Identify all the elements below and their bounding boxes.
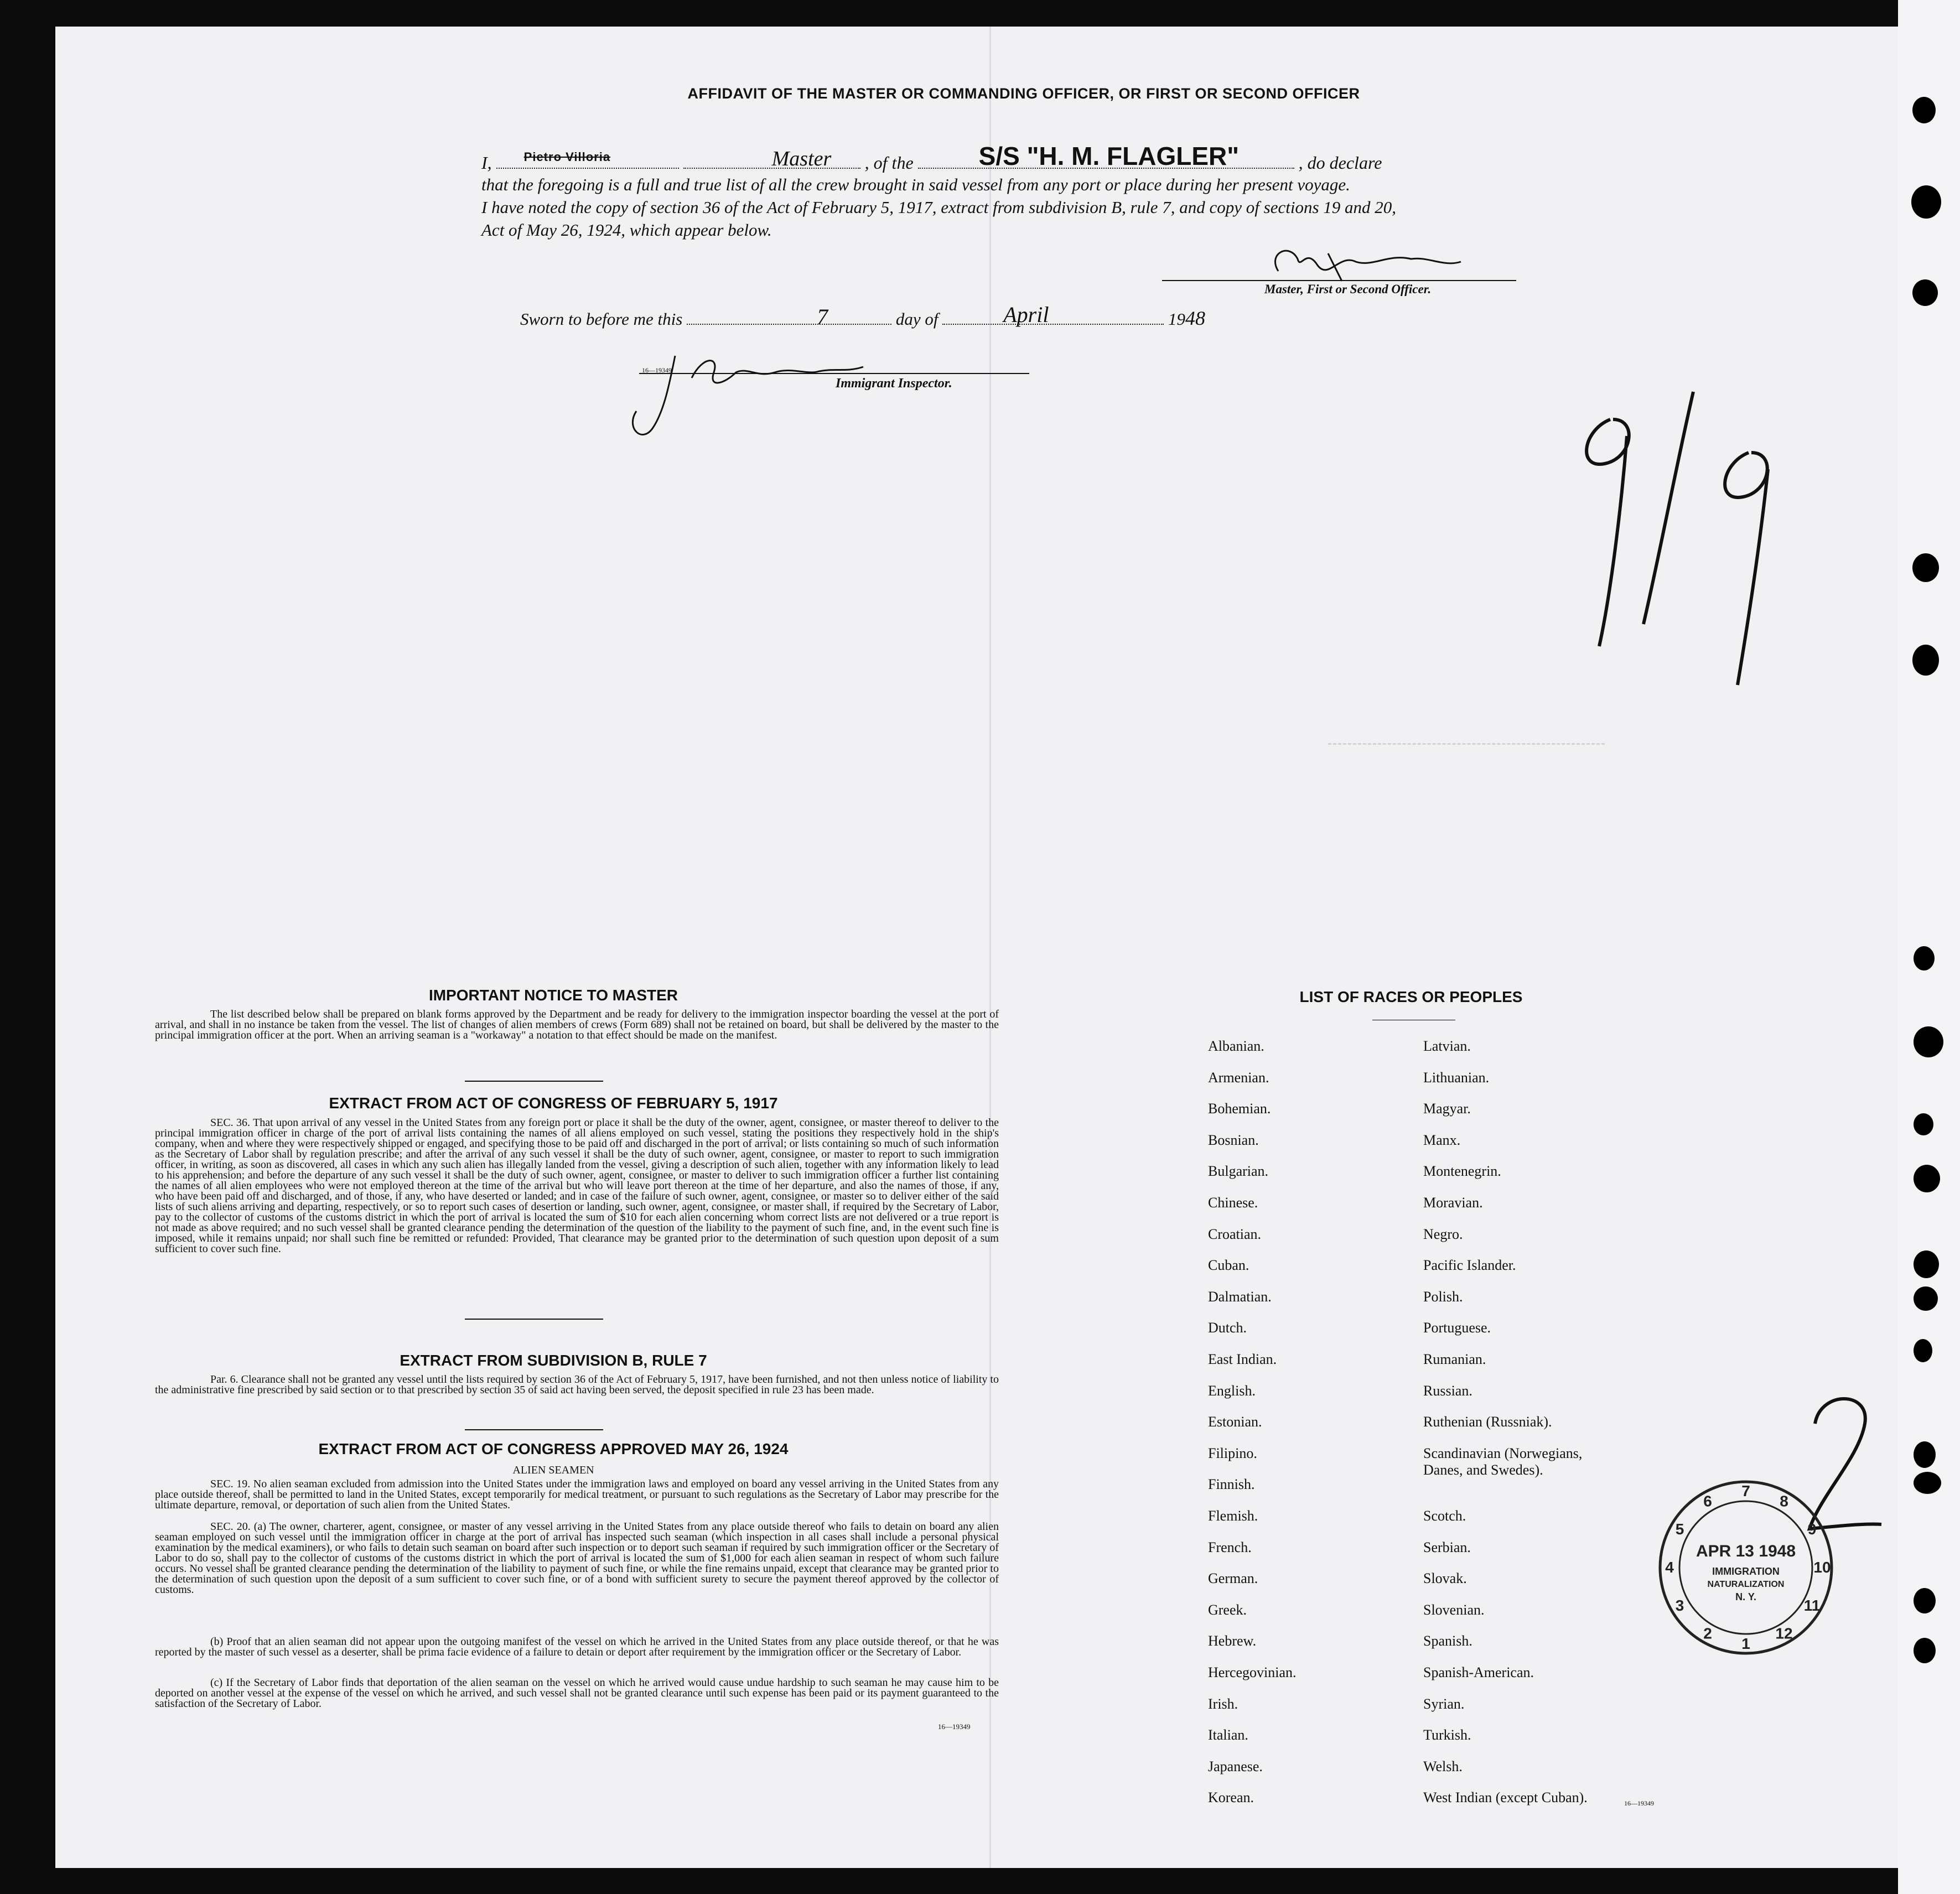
affidavit-line1	[481, 142, 1382, 173]
divider-1	[465, 1081, 603, 1082]
race-item: Flemish.	[1208, 1508, 1258, 1524]
race-item: Lithuanian.	[1423, 1069, 1490, 1086]
race-item: French.	[1208, 1539, 1252, 1555]
stamp-hour-number: 11	[1803, 1597, 1821, 1614]
race-item: Albanian.	[1208, 1038, 1264, 1054]
divider-2	[465, 1319, 603, 1320]
race-item: Italian.	[1208, 1727, 1248, 1743]
punch-hole	[1914, 1588, 1936, 1613]
stamp-hour-number: 4	[1665, 1559, 1674, 1576]
punch-hole	[1914, 1113, 1933, 1135]
sec19-text: SEC. 19. No alien seaman excluded from admission into the United States under the immigration laws and employed on board any vessel arriving in the United States from any place outside thereof, shall be permitted to land in the United States, except temporarily for medical treatment, or pursuant to such regulations as the Secretary of Labor may prescribe for the ultimate departure, removal, or deportation of such alien from the United States.	[155, 1478, 999, 1511]
sworn-label: Sworn to before me this	[520, 309, 683, 329]
punch-hole	[1914, 1250, 1939, 1278]
punch-hole	[1914, 1165, 1940, 1192]
stamp-hour-number: 3	[1675, 1597, 1684, 1614]
race-item: Manx.	[1423, 1132, 1461, 1148]
role-field	[683, 147, 860, 170]
punch-hole	[1914, 1638, 1936, 1663]
sec20b-text: (b) Proof that an alien seaman did not appear upon the outgoing manifest of the vessel on which he arrived in the United States from any place outside thereof, or that he was reported by the master of such vessel as a deserter, shall be prima facie evidence of a failure to detain or deport after requirement by the immigration officer or the Secretary of Labor.	[155, 1636, 999, 1658]
punch-hole	[1914, 1286, 1938, 1311]
sworn-day-field	[687, 304, 891, 329]
affidavit-line2: that the foregoing is a full and true list of all the crew brought in said vessel from any port or place during her present voyage.	[481, 175, 1350, 194]
race-item: English.	[1208, 1382, 1256, 1399]
race-item: Dutch.	[1208, 1320, 1247, 1336]
divider-3	[465, 1429, 603, 1430]
race-item: Pacific Islander.	[1423, 1257, 1516, 1274]
races-form-number: 16—19349	[1624, 1799, 1654, 1807]
race-item: Negro.	[1423, 1226, 1463, 1242]
race-item: Serbian.	[1423, 1539, 1471, 1555]
races-title: LIST OF RACES OR PEOPLES	[1299, 988, 1523, 1005]
race-item: Portuguese.	[1423, 1320, 1491, 1336]
notice-title: IMPORTANT NOTICE TO MASTER	[428, 987, 678, 1004]
race-item: Polish.	[1423, 1288, 1463, 1305]
master-signature-line	[1162, 280, 1516, 281]
sworn-month-value: April	[1003, 302, 1049, 327]
do-declare-label: , do declare	[1298, 153, 1382, 173]
race-item: Irish.	[1208, 1695, 1238, 1712]
race-item: Armenian.	[1208, 1069, 1269, 1086]
sworn-month-field	[942, 302, 1164, 327]
race-item: Moravian.	[1423, 1195, 1483, 1211]
race-item: Ruthenian (Russniak).	[1423, 1414, 1552, 1430]
race-item: Bulgarian.	[1208, 1163, 1269, 1180]
document-page	[55, 27, 1898, 1868]
race-item: Montenegrin.	[1423, 1163, 1501, 1180]
sworn-day-value: 7	[817, 304, 828, 329]
role-value: Master	[771, 147, 832, 170]
race-item: Russian.	[1423, 1382, 1472, 1399]
affidavit-title: AFFIDAVIT OF THE MASTER OR COMMANDING OFFICER, OR FIRST OR SECOND OFFICER	[687, 85, 1360, 102]
punch-hole	[1914, 1339, 1932, 1362]
inspector-signature-line	[639, 373, 1029, 374]
punch-hole	[1914, 1441, 1936, 1468]
race-item: Syrian.	[1423, 1695, 1465, 1712]
race-item: Hercegovinian.	[1208, 1664, 1297, 1680]
stamp-hour-number: 12	[1775, 1625, 1793, 1642]
race-item: Slovak.	[1423, 1570, 1467, 1587]
race-item: Dalmatian.	[1208, 1288, 1272, 1305]
extract-1917-title: EXTRACT FROM ACT OF CONGRESS OF FEBRUARY 5, 1917	[329, 1094, 778, 1112]
race-item: Bosnian.	[1208, 1132, 1259, 1148]
race-item: Greek.	[1208, 1601, 1247, 1618]
master-signature-caption: Master, First or Second Officer.	[1264, 282, 1432, 296]
stamp-date: APR 13 1948	[1695, 1542, 1796, 1560]
affidavit-line4: Act of May 26, 1924, which appear below.	[481, 220, 772, 240]
race-item: Filipino.	[1208, 1445, 1257, 1461]
stamp-hour-number: 5	[1675, 1521, 1684, 1538]
extract-1924-title: EXTRACT FROM ACT OF CONGRESS APPROVED MAY 26, 1924	[318, 1440, 789, 1457]
race-item: Welsh.	[1423, 1758, 1463, 1774]
year-prefix: 19	[1168, 309, 1185, 329]
inspector-form-number: 16—19349	[642, 366, 672, 374]
race-item: Latvian.	[1423, 1038, 1471, 1054]
stamp-immigration: IMMIGRATION	[1712, 1566, 1780, 1577]
of-the-label: , of the	[864, 153, 914, 173]
race-item: Spanish.	[1423, 1633, 1472, 1649]
race-item: Hebrew.	[1208, 1633, 1257, 1649]
sworn-line	[520, 302, 1205, 330]
stamp-hour-number: 8	[1780, 1492, 1788, 1510]
faint-pencil-note	[1328, 727, 1605, 745]
race-item: Rumanian.	[1423, 1351, 1486, 1367]
race-item: Spanish-American.	[1423, 1664, 1534, 1680]
race-item: Korean.	[1208, 1789, 1254, 1806]
race-item: Slovenian.	[1423, 1601, 1485, 1618]
race-item: Cuban.	[1208, 1257, 1249, 1274]
race-item: Bohemian.	[1208, 1101, 1271, 1117]
race-item: Magyar.	[1423, 1101, 1471, 1117]
stamp-hour-number: 10	[1813, 1559, 1831, 1576]
master-name-field	[496, 150, 679, 169]
extract-1917-text: SEC. 36. That upon arrival of any vessel in the United States from any foreign port or place it shall be the duty of the owner, agent, consignee, or master thereof to deliver to the principal immigration officer in charge of the port of arrival lists containing the names of all aliens employed on such vessel, stating the positions they respectively hold in the ship's company, when and where they were respectively shipped or engaged, and specifying those to be paid off and discharged in the port of arrival; or lists containing so much of such information as the Secretary of Labor shall by regulation prescribe; and after the arrival of any such vessel it shall be the duty of such owner, agent, consignee, or master to report to such immigration officer, in writing, as soon as discovered, all cases in which any such alien has illegally landed from the vessel, giving a description of such alien, together with any information likely to lead to his apprehension; and before the departure of any such vessel it shall be the duty of such owner, agent, consignee, or master to deliver to such immigration officer a further list containing the names of all alien employees who were not employed thereon at the time of the arrival but who will leave port thereon at the time of her departure, and also the names of those, if any, who have been paid off and discharged, and of those, if any, who have deserted or landed; and in case of the failure of such owner, agent, consignee, or master so to deliver either of the said lists of such aliens arriving and departing, respectively, or so to report such cases of desertion or landing, such owner, agent, consignee, or master shall, if required by the Secretary of Labor, pay to the collector of customs of the customs district in which the port of arrival is located the sum of $10 for each alien concerning whom correct lists are not delivered or a true report is not made as above required; and no such vessel shall be granted clearance pending the determination of the question of the liability to the payment of such fine, and, in the event such fine is imposed, while it remains unpaid; nor shall such fine be remitted or refunded: Provided, That clearance may be granted prior to the determination of such question upon deposit of a sum sufficient to cover such fine.	[155, 1117, 999, 1255]
race-item: Scotch.	[1423, 1508, 1466, 1524]
stamp-ny: N. Y.	[1735, 1591, 1756, 1602]
subdivision-b-title: EXTRACT FROM SUBDIVISION B, RULE 7	[400, 1352, 707, 1369]
stamp-hour-number: 1	[1741, 1635, 1750, 1652]
race-item: Estonian.	[1208, 1414, 1262, 1430]
punch-hole	[1912, 279, 1938, 306]
master-name-value: Pietro Villoria	[523, 150, 611, 164]
vessel-value: S/S "H. M. FLAGLER"	[978, 142, 1240, 170]
race-item: Japanese.	[1208, 1758, 1263, 1774]
subdivision-b-text: Par. 6. Clearance shall not be granted any vessel until the lists required by section 36 of the Act of February 5, 1917, have been furnished, and not then unless notice of liability to the administrative fine prescribed by said section or to that prescribed by section 35 of said act having been served, the deposit specified in rule 23 has been made.	[155, 1373, 999, 1396]
i-label: I,	[481, 153, 492, 173]
notice-text: The list described below shall be prepared on blank forms approved by the Department and be ready for delivery to the immigration inspector boarding the vessel at the port of arrival, and shall in no instance be taken from the vessel. The list of changes of alien members of crews (Form 689) shall not be retained on board, but shall be delivered by the master to the principal immigration officer at the port. When an arriving seaman is a "workaway" a notation to that effect should be made on the manifest.	[155, 1008, 999, 1041]
punch-hole	[1914, 1472, 1941, 1494]
year-suffix: 48	[1185, 307, 1205, 329]
punch-hole	[1912, 97, 1936, 123]
punch-hole	[1911, 185, 1941, 219]
race-item: Chinese.	[1208, 1195, 1258, 1211]
stamp-hour-number: 9	[1807, 1521, 1817, 1538]
punch-hole	[1912, 553, 1939, 582]
stamp-hour-number: 2	[1703, 1625, 1712, 1642]
day-of-label: day of	[895, 309, 938, 329]
stamp-naturalization: NATURALIZATION	[1707, 1580, 1785, 1589]
vessel-field	[918, 142, 1294, 170]
stamp-hour-number: 7	[1741, 1482, 1750, 1499]
sec20c-text: (c) If the Secretary of Labor finds that deportation of the alien seaman on the vessel on which he arrived would cause undue hardship to such seaman he may cause him to be deported on another vessel at the expense of the vessel on which he arrived, and such vessel shall not be granted clearance until such expense has been paid or its payment guaranteed to the satisfaction of the Secretary of Labor.	[155, 1677, 999, 1710]
sec20a-text: SEC. 20. (a) The owner, charterer, agent, consignee, or master of any vessel arriving in the United States from any place outside thereof who fails to detain on board any alien seaman employed on such vessel until the immigration officer in charge at the port of arrival has inspected such seaman (which inspection in all cases shall include a personal physical examination by the medical examiners), or who fails to detain such seaman on board after such inspection or to deport such seaman if required by such immigration officer or the Secretary of Labor to do so, shall pay to the collector of customs of the customs district in which the port of arrival is located the sum of $1,000 for each alien seaman in respect of whom such failure occurs. No vessel shall be granted clearance pending the determination of the liability to payment of such fine, or while the fine remains unpaid, except that clearance may be granted prior to the determination of such question upon the deposit of a sum sufficient to cover such fine, or of a bond with sufficient surety to secure the payment thereof approved by the collector of customs.	[155, 1521, 999, 1596]
stamp-hour-number: 6	[1703, 1492, 1712, 1510]
punch-hole	[1914, 946, 1935, 971]
punch-hole	[1912, 645, 1939, 676]
race-item: West Indian (except Cuban).	[1423, 1789, 1588, 1806]
binding-strip	[1898, 0, 1960, 1894]
immigration-date-stamp	[1655, 1476, 1837, 1659]
punch-hole	[1914, 1026, 1943, 1057]
race-item: East Indian.	[1208, 1351, 1277, 1367]
race-item: Turkish.	[1423, 1727, 1471, 1743]
alien-seamen-subtitle: ALIEN SEAMEN	[512, 1464, 594, 1476]
race-item: Finnish.	[1208, 1476, 1255, 1493]
inspector-signature	[609, 334, 885, 450]
affidavit-line3: I have noted the copy of section 36 of the Act of February 5, 1917, extract from subdivision B, rule 7, and copy of sections 19 and 20,	[481, 198, 1397, 217]
race-item: Croatian.	[1208, 1226, 1262, 1242]
race-item: Scandinavian (Norwegians, Danes, and Swedes).	[1423, 1445, 1583, 1478]
inspector-caption: Immigrant Inspector.	[836, 376, 952, 391]
race-item: German.	[1208, 1570, 1258, 1587]
handwritten-nine-nine	[1516, 386, 1870, 707]
extract-form-number: 16—19349	[938, 1722, 971, 1731]
